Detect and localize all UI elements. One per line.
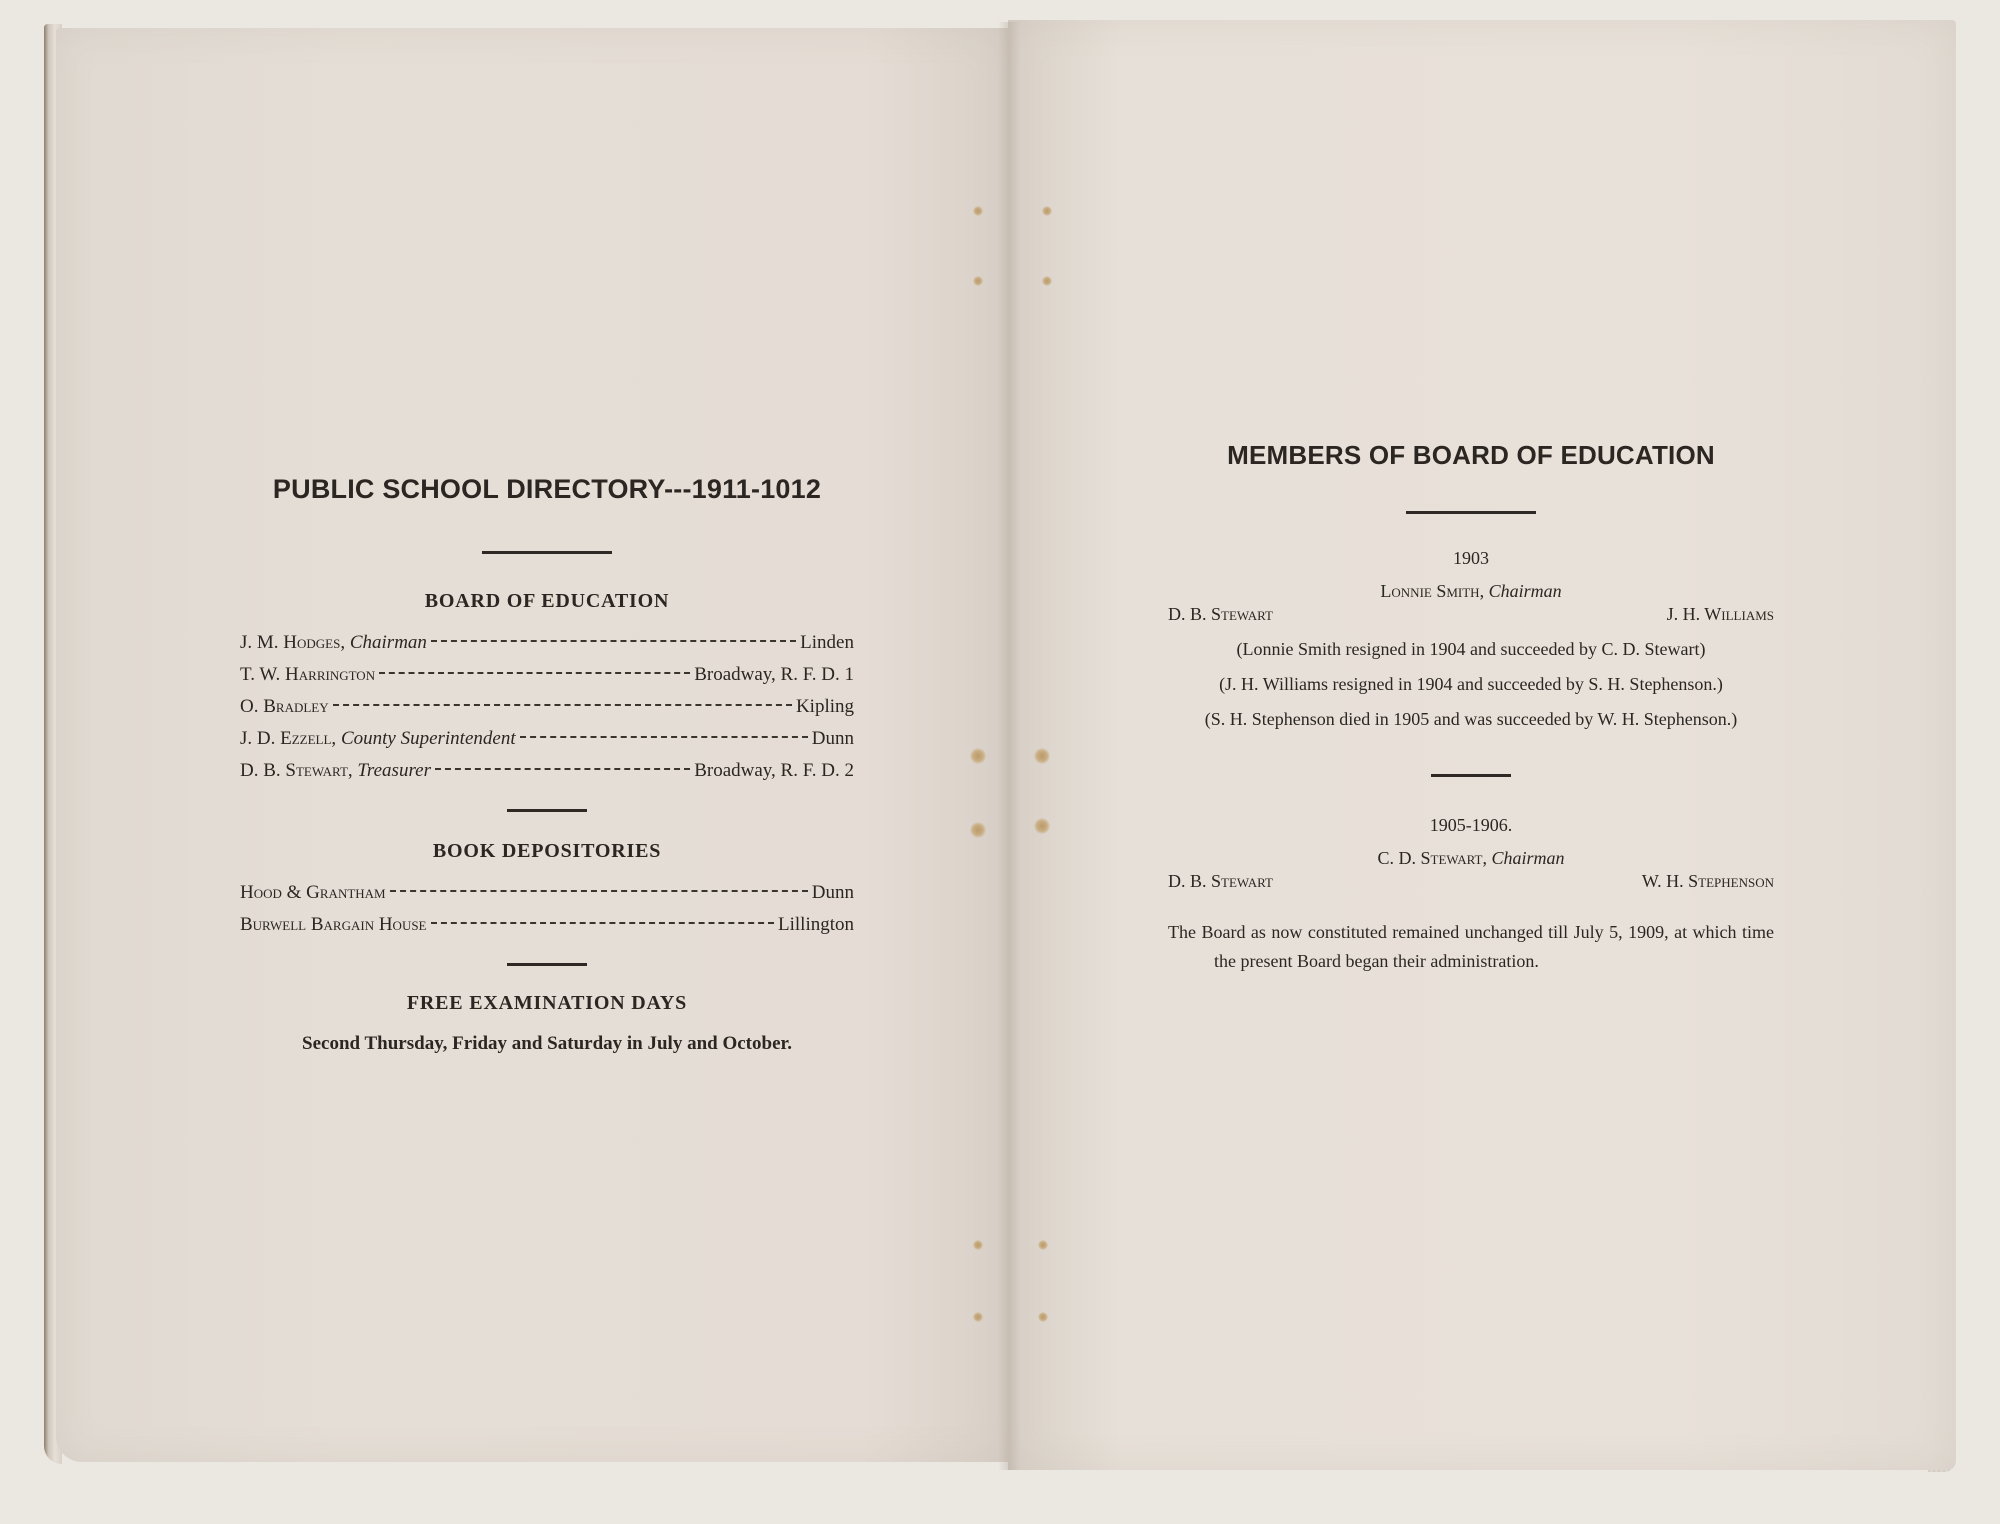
dot-leader (431, 922, 774, 924)
left-page-content (240, 474, 854, 1055)
right-page-content (1168, 440, 1774, 976)
divider-rule (1431, 774, 1511, 777)
staple-hole (973, 276, 983, 286)
exam-heading: FREE EXAMINATION DAYS (406, 992, 688, 1014)
succession-note: (S. H. Stephenson died in 1905 and was succeeded by W. H. Stephenson.) (1204, 709, 1738, 729)
exam-text: Second Thursday, Friday and Saturday in July and October. (302, 1033, 792, 1054)
chairman-line: Lonnie Smith, Chairman (1380, 581, 1562, 601)
members-line: D. B. Stewart J. H. Williams (1168, 604, 1774, 624)
dot-leader (520, 736, 808, 738)
dot-leader (333, 704, 792, 706)
staple-hole (970, 748, 986, 764)
list-item: J. D. Ezzell, County Superintendent Dunn (240, 728, 854, 749)
staple-hole (1038, 1312, 1048, 1322)
year-heading: 1905-1906. (1429, 815, 1513, 835)
divider-rule (1406, 511, 1536, 514)
dot-leader (379, 672, 690, 674)
binding-gutter (998, 22, 1020, 1470)
dot-leader (435, 768, 690, 770)
list-item: O. Bradley Kipling (240, 696, 854, 717)
members-line: D. B. Stewart W. H. Stephenson (1168, 871, 1774, 891)
staple-hole (970, 822, 986, 838)
succession-note: (Lonnie Smith resigned in 1904 and succeeded by C. D. Stewart) (1236, 639, 1706, 659)
staple-hole (1042, 276, 1052, 286)
list-item: J. M. Hodges, Chairman Linden (240, 632, 854, 653)
list-item: T. W. Harrington Broadway, R. F. D. 1 (240, 664, 854, 685)
staple-hole (973, 1312, 983, 1322)
board-heading: BOARD OF EDUCATION (424, 590, 670, 612)
divider-rule (507, 963, 587, 966)
page-title: MEMBERS OF BOARD OF EDUCATION (1227, 440, 1715, 470)
page-title: PUBLIC SCHOOL DIRECTORY---1911-1012 (272, 474, 822, 504)
board-list (240, 627, 854, 787)
list-item: Hood & Grantham Dunn (240, 882, 854, 903)
succession-note: (J. H. Williams resigned in 1904 and succeeded by S. H. Stephenson.) (1219, 674, 1723, 694)
list-item: Burwell Bargain House Lillington (240, 914, 854, 935)
staple-hole (973, 1240, 983, 1250)
year-heading: 1903 (1453, 548, 1489, 568)
dot-leader (431, 640, 796, 642)
divider-rule (507, 809, 587, 812)
depositories-list (240, 877, 854, 941)
list-item: D. B. Stewart, Treasurer Broadway, R. F. D. 2 (240, 760, 854, 781)
staple-hole (1034, 818, 1050, 834)
staple-hole (1034, 748, 1050, 764)
chairman-line: C. D. Stewart, Chairman (1377, 848, 1565, 868)
divider-rule (482, 551, 612, 554)
closing-paragraph: The Board as now constituted remained unchanged till July 5, 1909, at which time the present Board began their administration. (1168, 922, 1774, 971)
depositories-heading: BOOK DEPOSITORIES (432, 840, 662, 862)
staple-hole (1042, 206, 1052, 216)
dot-leader (390, 890, 808, 892)
staple-hole (1038, 1240, 1048, 1250)
staple-hole (973, 206, 983, 216)
